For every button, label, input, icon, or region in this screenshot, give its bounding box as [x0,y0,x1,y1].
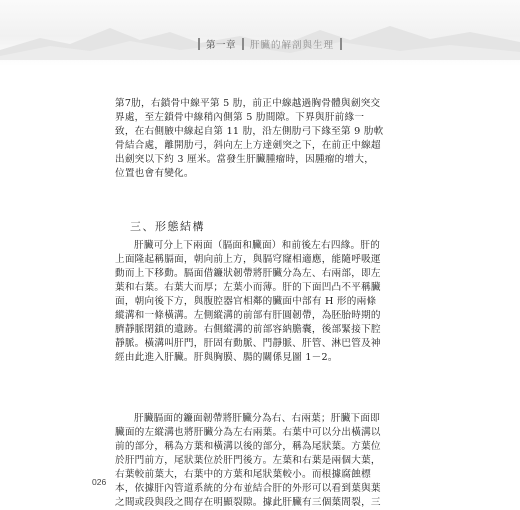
chapter-title: 肝臟的解剖與生理 [250,40,335,51]
text-line: 縱溝和一條橫溝。左側縱溝的前部有肝圓韌帶，為胚胎時期的 [115,310,381,321]
page-header [0,0,520,66]
paragraph-2 [115,239,385,365]
chapter-divider-right [340,38,342,50]
chapter-divider-left [198,38,200,50]
text-line: 肝臟膈面的鐮面韌帶將肝臟分為右、右兩葉；肝臟下面即 [134,413,381,424]
text-line: 第7肋，右鎖骨中線平第 5 肋，前正中線越過胸骨體與劍突交 [115,98,381,109]
text-line: 骨結合處，離開肋弓，斜向左上方達劍突之下，在前正中線超 [115,140,381,151]
text-line: 右葉較前葉大，右葉中的方葉和尾狀葉較小。而根據腐蝕標 [115,469,371,480]
text-line: 前的部分，稱為方葉和橫溝以後的部分，稱為尾狀葉。方葉位 [115,441,381,452]
text-line: 面，朝向後下方，與腹腔器官相鄰的臟面中部有 H 形的兩條 [115,296,377,307]
chapter-number: 第一章 [206,40,237,51]
text-line: 經由此進入肝臟。肝與胸膜、腸的關係見圖 1－2。 [115,352,338,363]
text-line: 動而上下移動。膈面借鐮狀韌帶將肝臟分為左、右兩部，即左 [115,268,381,279]
text-line: 出劍突以下約 3 厘米。當發生肝臟腫瘤時，因腫瘤的增大， [115,154,375,165]
text-line: 本，依據肝內管道系統的分布並結合肝的外形可以看到葉與葉 [115,483,381,494]
text-line: 上面隆起稱膈面，朝向前上方，與膈穹窿相適應，能隨呼吸運 [115,254,381,265]
text-line: 界處，至左鎖骨中線稍內側第 5 肋間隙。下界與肝前緣一 [115,112,365,123]
chapter-tag [198,35,342,53]
text-line: 之間或段與段之間存在明顯裂隙。據此肝臟有三個葉間裂，三 [115,497,381,508]
text-line: 肝臟可分上下兩面（膈面和臟面）和前後左右四緣。肝的 [134,240,381,251]
text-line: 臟面的左縱溝也將肝臟分為左右兩葉。右葉中可以分出橫溝以 [115,427,381,438]
text-line: 葉和右葉。右葉大而厚；左葉小而薄。肝的下面凹凸不平稱臟 [115,282,381,293]
paragraph-1 [115,97,385,181]
text-line: 於肝門前方，尾狀葉位於肝門後方。左葉和右葉是兩個大葉， [115,455,381,466]
section-heading: 三、形態結構 [130,220,205,233]
page-number: 026 [92,477,107,487]
text-line: 靜脈。橫溝叫肝門，肝固有動脈、門靜脈、肝管、淋巴管及神 [115,338,381,349]
text-line: 致，在右側腋中線起自第 11 肋，沿左側肋弓下緣至第 9 肋軟 [115,126,384,137]
text-line: 位置也會有變化。 [115,168,194,179]
chapter-divider-mid [242,38,244,50]
text-line: 臍靜脈閉鎖的遺跡。右側縱溝的前部容納膽囊，後部緊接下腔 [115,324,381,335]
paragraph-3 [115,412,385,510]
